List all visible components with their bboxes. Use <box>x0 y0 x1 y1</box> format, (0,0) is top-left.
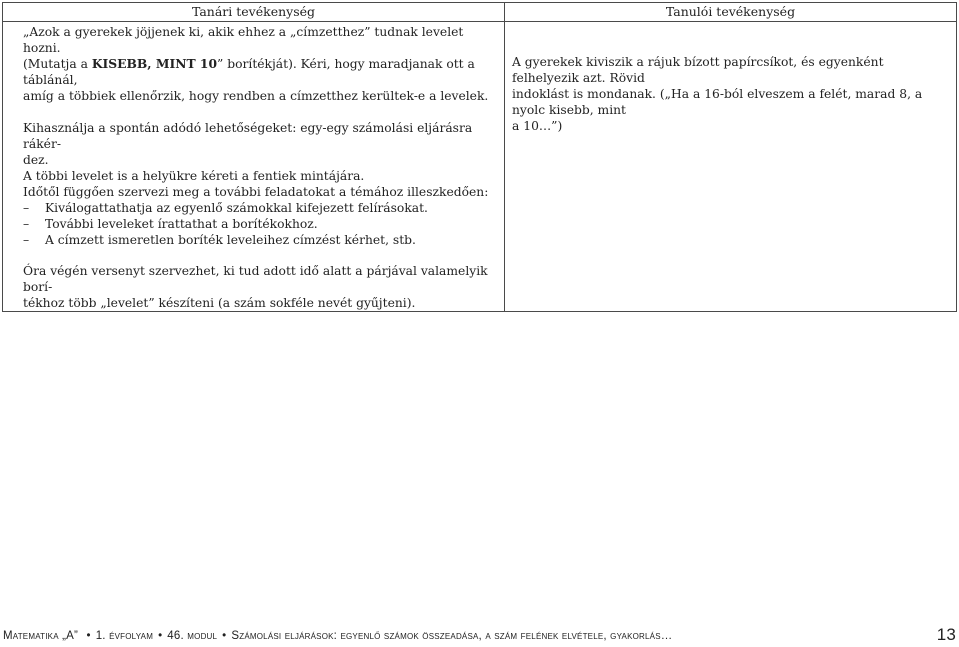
student-para-1-line-1: A gyerekek kiviszik a rájuk bízott papírcsíkot, és egyenként felhelyezik azt. Rövid <box>512 55 884 85</box>
footer-module: 46. modul <box>167 630 218 642</box>
table-body-row <box>3 22 957 312</box>
list-item: – Kiválogattathatja az egyenlő számokkal kifejezett felírásokat. <box>23 201 428 215</box>
student-para-1-line-3: a 10…”) <box>512 119 563 133</box>
footer-bullet: • <box>86 630 91 642</box>
student-para-1 <box>512 54 950 134</box>
teacher-para-3: A többi levelet is a helyükre kéreti a fentiek mintájára. <box>23 169 365 183</box>
teacher-para-2-line-1: Kihasználja a spontán adódó lehetőségeket: egy-egy számolási eljárásra rákér- <box>23 121 473 151</box>
teacher-para-1-line-2-pre: (Mutatja a <box>23 57 92 71</box>
list-item: – A címzett ismeretlen boríték leveleihez címzést kérhet, stb. <box>23 233 416 247</box>
list-dash: – <box>23 201 30 215</box>
teacher-para-4: Időtől függően szervezi meg a további feladatokat a témához illeszkedően: <box>23 185 489 199</box>
list-dash: – <box>23 217 30 231</box>
header-teacher-activity: Tanári tevékenység <box>3 3 505 22</box>
footer-bullet: • <box>222 630 227 642</box>
running-footer <box>3 630 672 642</box>
teacher-para-5-line-2: tékhoz több „levelet” készíteni (a szám sokféle nevét gyűjteni). <box>23 296 416 310</box>
teacher-para-1-line-2-post: ” borítékját). Kéri, hogy maradjanak ott a táblánál, <box>23 57 475 87</box>
footer-bullet: • <box>158 630 163 642</box>
page-footer <box>3 625 956 647</box>
task-list <box>23 200 498 248</box>
header-student-activity: Tanulói tevékenység <box>505 3 957 22</box>
teacher-para-5 <box>23 263 498 311</box>
student-para-1-line-2: indoklást is mondanak. („Ha a 16-ból elveszem a felét, marad 8, a nyolc kisebb, mint <box>512 87 923 117</box>
teacher-para-2 <box>23 120 498 168</box>
list-dash: – <box>23 233 30 247</box>
footer-subject: Matematika „A” <box>3 630 82 642</box>
teacher-activity-cell <box>3 22 505 312</box>
teacher-para-2-line-2: dez. <box>23 153 49 167</box>
footer-topic: Számolási eljárások: egyenlő számok összeadása, a szám felének elvétele, gyakorlás… <box>231 630 673 642</box>
teacher-para-1-line-1: „Azok a gyerekek jöjjenek ki, akik ehhez a „címzetthez” tudnak levelet hozni. <box>23 25 464 55</box>
student-activity-cell <box>505 22 957 312</box>
envelope-label-bold: KISEBB, MINT 10 <box>91 56 218 71</box>
footer-grade: 1. évfolyam <box>95 630 154 642</box>
list-item: – További leveleket írattathat a borítékokhoz. <box>23 217 318 231</box>
teacher-para-1-line-3: amíg a többiek ellenőrzik, hogy rendben a címzetthez kerültek-e a levelek. <box>23 89 489 103</box>
page-number: 13 <box>936 625 956 644</box>
teacher-para-1 <box>23 24 498 104</box>
lesson-table <box>2 2 957 312</box>
table-header-row <box>3 3 957 22</box>
teacher-para-5-line-1: Óra végén versenyt szervezhet, ki tud adott idő alatt a párjával valamelyik borí- <box>23 264 488 294</box>
